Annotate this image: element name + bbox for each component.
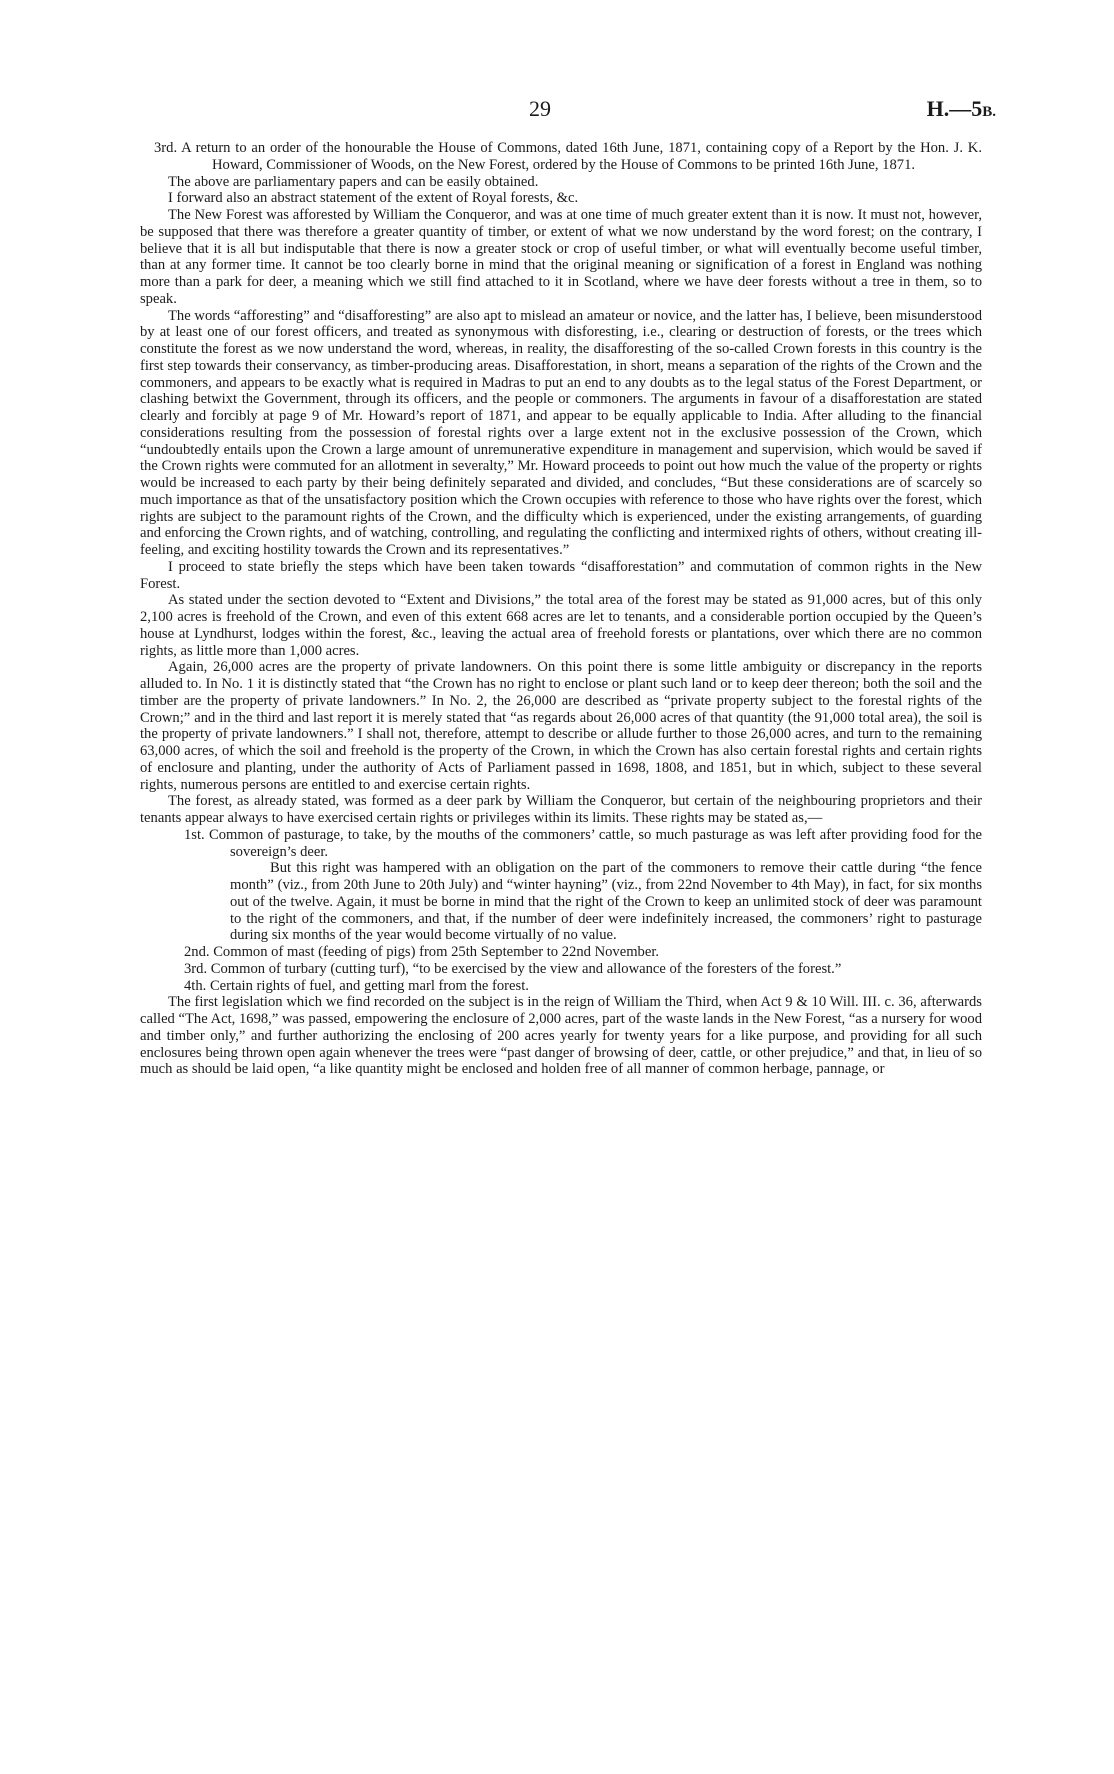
paragraph: As stated under the section devoted to “Extent and Divisions,” the total area of the forest may be stated as 91,000 acres, but of this only 2,100 acres is freehold of the Crown, and even of this extent 668 acres are let to tenants, and a considerable portion occupied by the Queen’s house at Lyndhurst, lodges within the forest, &c., leaving the actual area of freehold forests or plantations, over which there are no common rights, as little more than 1,000 acres.: [140, 592, 982, 659]
paragraph: The above are parliamentary papers and can be easily obtained.: [168, 173, 539, 190]
rights-list-item: 3rd. Common of turbary (cutting turf), “to be exercised by the view and allowance of the foresters of the forest.”: [184, 960, 842, 977]
paragraph: I proceed to state briefly the steps which have been taken towards “disafforestation” and commutation of common rights in the New Forest.: [140, 558, 982, 592]
paragraph: The first legislation which we find recorded on the subject is in the reign of William the Third, when Act 9 & 10 Will. III. c. 36, afterwards called “The Act, 1698,” was passed, empowering the enclosure of 2,000 acres, part of the waste lands in the New Forest, “as a nursery for wood and timber only,” and further authorizing the enclosing of 200 acres yearly for twenty years for a like purpose, and providing for all such enclosures being thrown open again whenever the trees were “past danger of browsing of deer, cattle, or other prejudice,” and that, in lieu of so much as should be laid open, “a like quantity might be enclosed and holden free of all manner of common herbage, pannage, or: [140, 994, 982, 1078]
rights-list-subparagraph: But this right was hampered with an obligation on the part of the commoners to remove their cattle during “the fence month” (viz., from 20th June to 20th July) and “winter hayning” (viz., from 22nd November to 4th May), in fact, for six months out of the twelve. Again, it must be borne in mind that the right of the Crown to keep an unlimited stock of deer was paramount to the right of the commoners, and that, if the number of deer were indefinitely increased, the commoners’ right to pasturage during six months of the year would become virtually of no value.: [230, 860, 982, 944]
page-number: 29: [529, 96, 551, 121]
paragraph: The forest, as already stated, was formed as a deer park by William the Conqueror, but certain of the neighbouring proprietors and their tenants appear always to have exercised certain rights or privileges within its limits. These rights may be stated as,—: [140, 793, 982, 826]
rights-list-item: 2nd. Common of mast (feeding of pigs) from 25th September to 22nd November.: [184, 944, 660, 960]
paragraph: The New Forest was afforested by William the Conqueror, and was at one time of much greater extent than it is now. It must not, however, be supposed that there was therefore a greater quantity of timber, or extent of what we now understand by the word forest; on the contrary, I believe that it is all but indisputable that there is now a greater stock or crop of useful timber, or what will eventually become useful timber, than at any former time. It cannot be too clearly borne in mind that the original meaning or signification of a forest in England was nothing more than a park for deer, a meaning which we still find attached to it in Scotland, where we have deer forests without a tree in them, so to speak.: [140, 207, 982, 307]
series-suffix: B.: [982, 104, 996, 120]
paragraph-return-item: 3rd. A return to an order of the honourable the House of Commons, dated 16th June, 1871, containing copy of a Report by the Hon. J. K. Howard, Commissioner of Woods, on the New Forest, ordered by the House of Commons to be printed 16th June, 1871.: [154, 140, 982, 173]
rights-list-item: 1st. Common of pasturage, to take, by the mouths of the commoners’ cattle, so much pasturage as was left after providing food for the sovereign’s deer.: [184, 826, 982, 860]
page-header: [0, 96, 1114, 126]
series-reference: [927, 96, 996, 122]
rights-list-item: 4th. Certain rights of fuel, and getting marl from the forest.: [184, 977, 529, 994]
paragraph: I forward also an abstract statement of the extent of Royal forests, &c.: [168, 190, 579, 207]
body-text: [140, 140, 982, 1078]
paragraph: Again, 26,000 acres are the property of private landowners. On this point there is some little ambiguity or discrepancy in the reports alluded to. In No. 1 it is distinctly stated that “the Crown has no right to enclose or plant such land or to keep deer thereon; both the soil and the timber are the property of private landowners.” In No. 2, the 26,000 are described as “private property subject to the forestal rights of the Crown;” and in the third and last report it is merely stated that “as regards about 26,000 acres of that quantity (the 91,000 total area), the soil is the property of private landowners.” I shall not, therefore, attempt to describe or allude further to those 26,000 acres, and turn to the remaining 63,000 acres, of which the soil and freehold is the property of the Crown, in which the Crown has also certain forestal rights and certain rights of enclosure and planting, under the authority of Acts of Parliament passed in 1698, 1808, and 1851, but in which, subject to these several rights, numerous persons are entitled to and exercise certain rights.: [140, 659, 982, 793]
series-code: H.—5: [926, 96, 983, 121]
paragraph: The words “afforesting” and “disafforesting” are also apt to mislead an amateur or novice, and the latter has, I believe, been misunderstood by at least one of our forest officers, and treated as synonymous with disforesting, i.e., clearing or destruction of forests, or the trees which constitute the forest as we now understand the word, whereas, in reality, the disafforesting of the so-called Crown forests in this country is the first step towards their conservancy, as timber-producing areas. Disafforestation, in short, means a separation of the rights of the Crown and the commoners, and appears to be exactly what is required in Madras to put an end to any doubts as to the legal status of the Forest Department, or clashing betwixt the Government, through its officers, and the people or commoners. The arguments in favour of a disafforestation are stated clearly and forcibly at page 9 of Mr. Howard’s report of 1871, and appear to be equally applicable to India. After alluding to the financial considerations resulting from the possession of forestal rights over a large extent not in the exclusive possession of the Crown, which “undoubtedly entails upon the Crown a large amount of unremunerative expenditure in management and supervision, which would be saved if the Crown rights were commuted for an allotment in severalty,” Mr. Howard proceeds to point out how much the value of the property or rights would be increased to each party by their being definitely separated and divided, and concludes, “But these considerations are of scarcely so much importance as that of the unsatisfactory position which the Crown occupies with reference to those who have rights over the forest, which rights are subject to the paramount rights of the Crown, and the difficulty which is experienced, under the existing arrangements, of guarding and enforcing the Crown rights, and of watching, controlling, and regulating the conflicting and intermixed rights of others, without creating ill-feeling, and exciting hostility towards the Crown and its representatives.”: [140, 307, 982, 558]
